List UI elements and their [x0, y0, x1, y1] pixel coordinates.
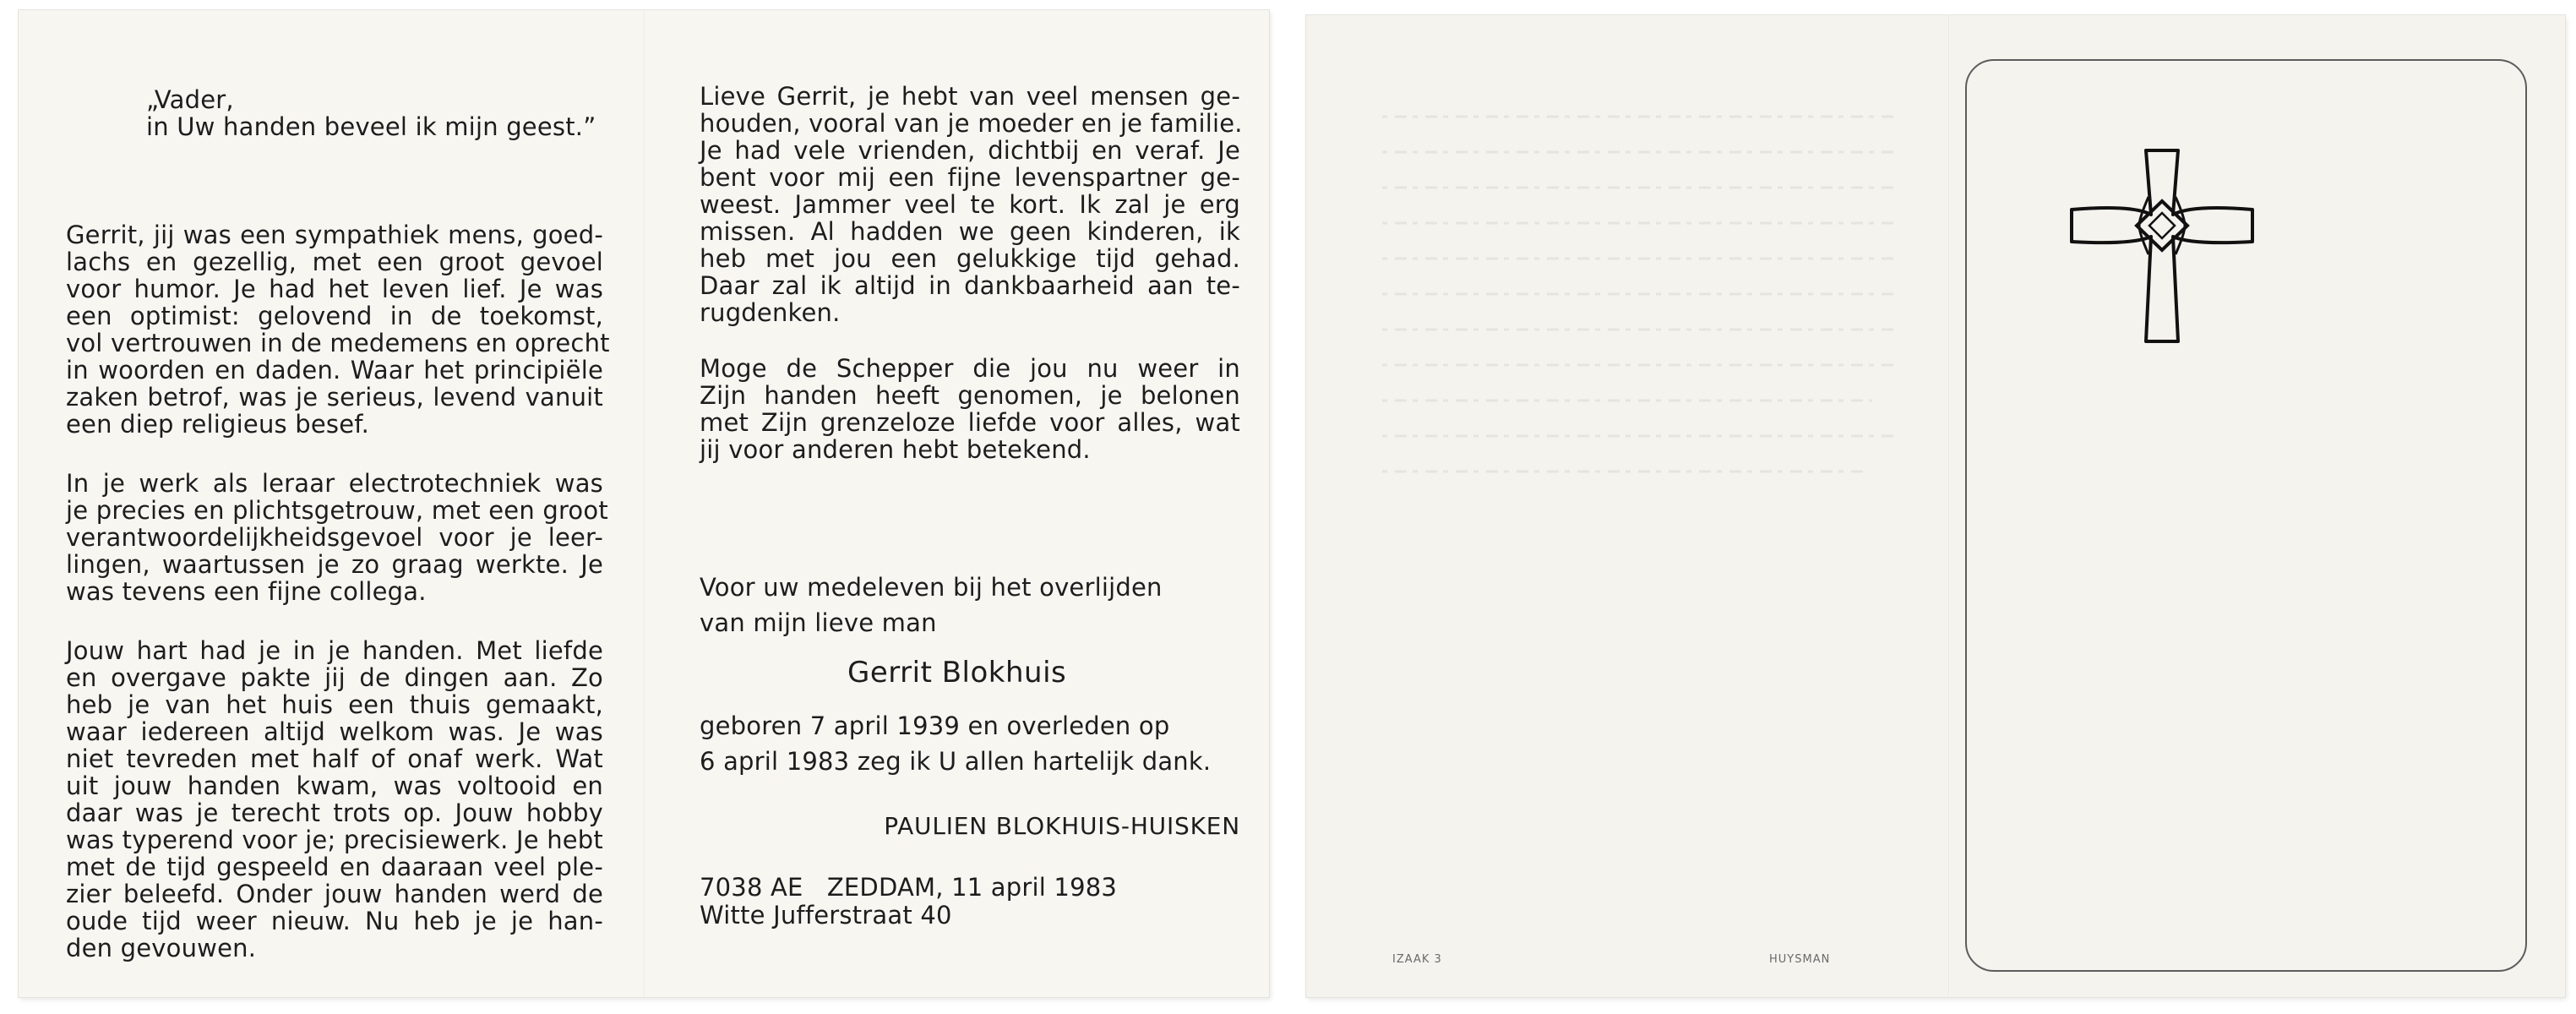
dates-text	[700, 708, 1240, 779]
text-line: oude tijd weer nieuw. Nu heb je je han-	[66, 907, 603, 935]
printer-mark-right: HUYSMAN	[1769, 953, 1831, 966]
text-line: met de tijd gespeeld en daaraan veel ple-	[66, 853, 603, 881]
text-line: uit jouw handen kwam, was voltooid en	[66, 771, 603, 800]
address-line: Witte Jufferstraat 40	[700, 901, 952, 930]
text-line: een diep religieus besef.	[66, 410, 369, 439]
text-line: geboren 7 april 1939 en overleden op	[700, 711, 1170, 740]
text-line: lingen, waartussen je zo graag werkte. Je	[66, 550, 603, 579]
text-line: vol vertrouwen in de medemens en oprecht	[66, 329, 610, 357]
quote-line: „Vader,	[146, 85, 234, 114]
text-line: heb je van het huis een thuis gemaakt,	[66, 690, 603, 719]
text-line: heb met jou een gelukkige tijd gehad.	[700, 244, 1240, 273]
text-line: Zijn handen heeft genomen, je belonen	[700, 381, 1240, 410]
memorial-text-column-right	[700, 82, 1243, 930]
text-line: met Zijn grenzeloze liefde voor alles, wat	[700, 408, 1240, 437]
text-line: was typerend voor je; precisiewerk. Je hebt	[66, 826, 603, 854]
quote-line: in Uw handen beveel ik mijn geest.”	[146, 112, 596, 141]
text-line: Lieve Gerrit, je hebt van veel mensen ge-	[700, 82, 1240, 111]
text-line: den gevouwen.	[66, 934, 257, 962]
text-line: Moge de Schepper die jou nu weer in	[700, 354, 1240, 383]
memorial-text-column-left	[66, 85, 610, 962]
signature-name: PAULIEN BLOKHUIS-HUISKEN	[884, 812, 1240, 840]
text-line: verantwoordelijkheidsgevoel voor je leer-	[66, 523, 603, 552]
memorial-card-inside	[19, 10, 1269, 997]
card-fold	[1948, 15, 1950, 997]
text-line: 6 april 1983 zeg ik U allen hartelijk dank.	[700, 747, 1212, 776]
text-line: houden, vooral van je moeder en je familie.	[700, 109, 1243, 138]
text-line: van mijn lieve man	[700, 608, 937, 637]
text-line: In je werk als leraar electrotechniek was	[66, 469, 603, 498]
text-line: zier beleefd. Onder jouw handen werd de	[66, 880, 603, 908]
text-line: en overgave pakte jij de dingen aan. Zo	[66, 663, 603, 692]
text-line: Daar zal ik altijd in dankbaarheid aan te-	[700, 271, 1240, 300]
thanks-text	[700, 570, 1240, 641]
show-through-texture	[1348, 74, 1923, 497]
paragraph	[700, 355, 1240, 463]
card-fold	[644, 10, 645, 997]
memorial-card-outside	[1306, 15, 2565, 997]
text-line: Jouw hart had je in je handen. Met liefde	[66, 636, 603, 665]
paragraph	[66, 221, 610, 439]
text-line: voor humor. Je had het leven lief. Je was	[66, 275, 603, 303]
text-line: bent voor mij een fijne levenspartner ge-	[700, 163, 1240, 192]
paragraph	[700, 82, 1243, 327]
text-line: jij voor anderen hebt betekend.	[700, 435, 1091, 464]
text-line: een optimist: gelovend in de toekomst,	[66, 302, 603, 330]
cross-icon	[2065, 142, 2259, 353]
paragraph	[66, 637, 603, 962]
address	[700, 874, 1240, 930]
text-line: was tevens een fijne collega.	[66, 577, 427, 606]
text-line: rugdenken.	[700, 298, 841, 327]
text-line: waar iedereen altijd welkom was. Je was	[66, 717, 603, 746]
text-line: zaken betrof, was je serieus, levend vanuit	[66, 383, 603, 412]
text-line: Voor uw medeleven bij het overlijden	[700, 573, 1163, 602]
paragraph	[66, 469, 608, 606]
text-line: Je had vele vrienden, dichtbij en veraf. Je	[700, 136, 1240, 165]
text-line: lachs en gezellig, met een groot gevoel	[66, 248, 603, 276]
text-line: je precies en plichtsgetrouw, met een groot	[66, 496, 608, 525]
text-line: missen. Al hadden we geen kinderen, ik	[700, 217, 1240, 246]
text-line: in woorden en daden. Waar het principiële	[66, 356, 603, 384]
text-line: weest. Jammer veel te kort. Ik zal je erg	[700, 190, 1240, 219]
text-line: Gerrit, jij was een sympathiek mens, goed-	[66, 221, 603, 249]
text-line: daar was je terecht trots op. Jouw hobby	[66, 799, 603, 827]
deceased-name: Gerrit Blokhuis	[847, 656, 1067, 690]
printer-mark-left: IZAAK 3	[1392, 953, 1442, 966]
address-line: 7038 AE ZEDDAM, 11 april 1983	[700, 873, 1118, 902]
text-line: niet tevreden met half of onaf werk. Wat	[66, 744, 603, 773]
quote	[66, 86, 603, 140]
